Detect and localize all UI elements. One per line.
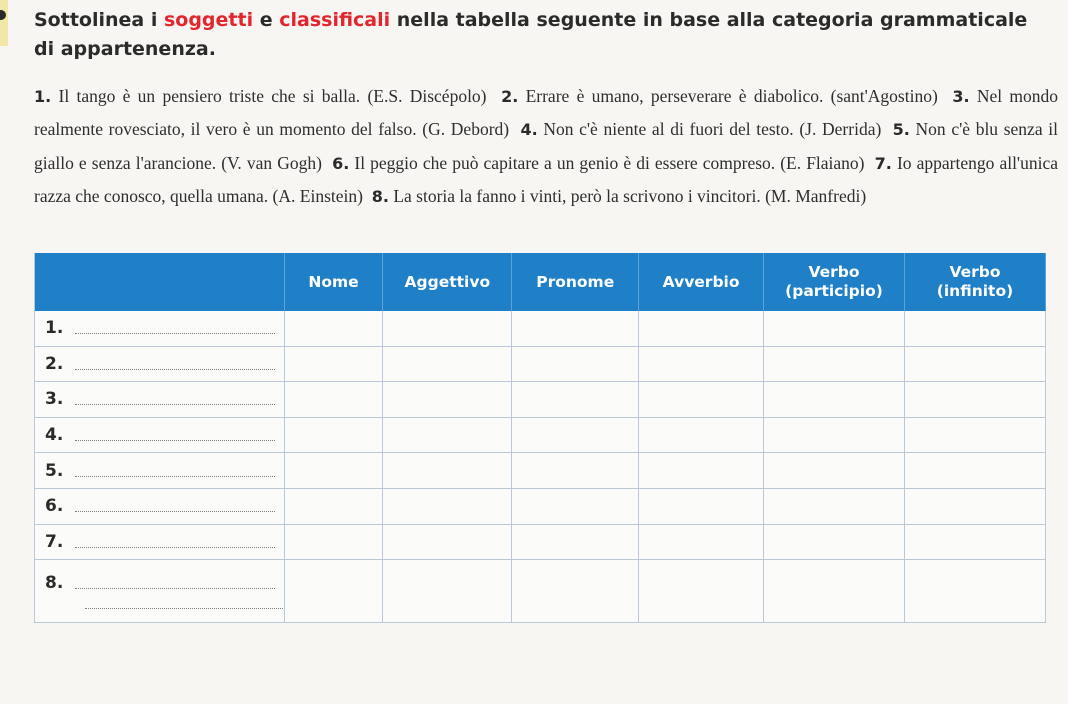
answer-cell[interactable] xyxy=(284,524,383,560)
answer-cell[interactable] xyxy=(284,346,383,382)
answer-cell[interactable] xyxy=(512,524,639,560)
answer-cell[interactable] xyxy=(764,488,905,524)
answer-cell[interactable] xyxy=(512,453,639,489)
answer-cell[interactable] xyxy=(512,488,639,524)
answer-cell[interactable] xyxy=(639,453,764,489)
answer-cell[interactable] xyxy=(639,524,764,560)
row-number: 2. xyxy=(45,353,64,374)
sentence-text: Io appartengo all'unica razza che conosco, quella umana. (A. Einstein) xyxy=(34,152,1058,207)
answer-cell[interactable] xyxy=(284,382,383,418)
header-verbo-infinito: Verbo (infinito) xyxy=(904,253,1045,311)
answer-cell[interactable] xyxy=(764,382,905,418)
answer-dotted-line[interactable] xyxy=(75,501,275,512)
table-row xyxy=(35,417,1046,453)
sentence-number: 8. xyxy=(371,187,389,207)
header-verbo-participio: Verbo (participio) xyxy=(764,253,905,311)
answer-dotted-line[interactable] xyxy=(75,466,275,477)
sentence-number: 6. xyxy=(332,153,350,173)
row-label-cell[interactable] xyxy=(35,311,285,346)
row-label-cell[interactable] xyxy=(35,382,285,418)
classification-table xyxy=(34,253,1046,623)
header-nome: Nome xyxy=(284,253,383,311)
row-label-cell[interactable] xyxy=(35,524,285,560)
answer-cell[interactable] xyxy=(512,382,639,418)
answer-dotted-line[interactable] xyxy=(75,394,275,405)
answer-cell[interactable] xyxy=(639,346,764,382)
answer-cell[interactable] xyxy=(639,488,764,524)
answer-cell[interactable] xyxy=(904,346,1045,382)
answer-cell[interactable] xyxy=(639,311,764,346)
sentence-text: Il tango è un pensiero triste che si balla. (E.S. Discépolo) xyxy=(58,86,487,106)
row-number: 8. xyxy=(45,573,64,594)
sentence-number: 4. xyxy=(520,120,538,140)
answer-cell[interactable] xyxy=(383,382,512,418)
row-label-cell[interactable] xyxy=(35,346,285,382)
sentence-text: Nel mondo realmente rovesciato, il vero è un momento del falso. (G. Debord) xyxy=(34,86,1059,140)
sentence-text: Errare è umano, perseverare è diabolico. (sant'Agostino) xyxy=(525,86,938,106)
answer-cell[interactable] xyxy=(764,311,905,346)
answer-cell[interactable] xyxy=(383,311,512,346)
row-label-cell[interactable] xyxy=(35,560,285,623)
sentence-text: La storia la fanno i vinti, però la scrivono i vincitori. (M. Manfredi) xyxy=(393,186,867,207)
answer-dotted-line[interactable] xyxy=(75,537,275,548)
row-number: 5. xyxy=(45,460,64,481)
row-label-cell[interactable] xyxy=(35,453,285,489)
table-header-row xyxy=(35,253,1046,311)
sentences-paragraph xyxy=(34,80,1058,214)
answer-cell[interactable] xyxy=(764,524,905,560)
answer-cell[interactable] xyxy=(639,382,764,418)
header-avverbio: Avverbio xyxy=(639,253,764,311)
instruction-highlight-soggetti: soggetti xyxy=(163,9,254,31)
table-row xyxy=(35,346,1046,382)
sentence-number: 2. xyxy=(501,87,519,106)
exercise-instruction xyxy=(34,6,1054,64)
sentence-text: Non c'è blu senza il giallo e senza l'arancione. (V. van Gogh) xyxy=(34,119,1058,173)
instruction-text: e xyxy=(253,9,280,31)
table-row xyxy=(35,311,1046,346)
table-row xyxy=(35,524,1046,560)
table-row xyxy=(35,488,1046,524)
answer-cell[interactable] xyxy=(904,488,1045,524)
answer-cell[interactable] xyxy=(764,560,905,623)
answer-cell[interactable] xyxy=(904,311,1045,346)
answer-dotted-line-extra[interactable] xyxy=(85,607,285,609)
margin-marker xyxy=(0,0,8,46)
answer-cell[interactable] xyxy=(904,382,1045,418)
answer-cell[interactable] xyxy=(764,453,905,489)
answer-cell[interactable] xyxy=(383,453,512,489)
answer-cell[interactable] xyxy=(383,346,512,382)
row-number: 4. xyxy=(45,425,64,446)
sentence-number: 5. xyxy=(892,120,910,140)
answer-cell[interactable] xyxy=(383,417,512,453)
answer-cell[interactable] xyxy=(512,560,639,623)
answer-cell[interactable] xyxy=(383,524,512,560)
answer-cell[interactable] xyxy=(284,417,383,453)
answer-cell[interactable] xyxy=(764,417,905,453)
table-row xyxy=(35,453,1046,489)
sentence-number: 7. xyxy=(874,153,892,173)
answer-cell[interactable] xyxy=(284,488,383,524)
answer-cell[interactable] xyxy=(904,417,1045,453)
instruction-text: nella tabella seguente in base alla categoria grammaticale di appartenenza. xyxy=(34,9,1028,60)
answer-cell[interactable] xyxy=(284,311,383,346)
header-pronome: Pronome xyxy=(512,253,639,311)
answer-cell[interactable] xyxy=(383,560,512,623)
answer-dotted-line[interactable] xyxy=(75,359,275,370)
answer-cell[interactable] xyxy=(764,346,905,382)
row-number: 3. xyxy=(45,389,64,410)
header-blank xyxy=(35,253,285,311)
answer-cell[interactable] xyxy=(284,560,383,623)
answer-cell[interactable] xyxy=(639,417,764,453)
answer-dotted-line[interactable] xyxy=(75,430,275,441)
row-number: 7. xyxy=(45,531,64,552)
answer-cell[interactable] xyxy=(904,560,1045,623)
table-row xyxy=(35,560,1046,623)
sentence-number: 1. xyxy=(34,87,52,106)
answer-cell[interactable] xyxy=(904,524,1045,560)
row-label-cell[interactable] xyxy=(35,488,285,524)
row-number: 6. xyxy=(45,496,64,517)
answer-cell[interactable] xyxy=(512,311,639,346)
answer-cell[interactable] xyxy=(512,417,639,453)
sentence-number: 3. xyxy=(952,87,970,106)
row-label-cell[interactable] xyxy=(35,417,285,453)
header-aggettivo: Aggettivo xyxy=(383,253,512,311)
answer-cell[interactable] xyxy=(284,453,383,489)
instruction-text: Sottolinea i xyxy=(34,9,164,31)
answer-cell[interactable] xyxy=(904,453,1045,489)
answer-cell[interactable] xyxy=(639,560,764,623)
answer-cell[interactable] xyxy=(512,346,639,382)
sentence-text: Non c'è niente al di fuori del testo. (J. Derrida) xyxy=(543,119,882,140)
answer-dotted-line[interactable] xyxy=(75,578,275,589)
table-row xyxy=(35,382,1046,418)
answer-dotted-line[interactable] xyxy=(75,323,275,334)
instruction-highlight-classificali: classificali xyxy=(279,9,391,31)
sentence-text: Il peggio che può capitare a un genio è di essere compreso. (E. Flaiano) xyxy=(354,152,865,173)
answer-cell[interactable] xyxy=(383,488,512,524)
row-number: 1. xyxy=(45,318,64,339)
